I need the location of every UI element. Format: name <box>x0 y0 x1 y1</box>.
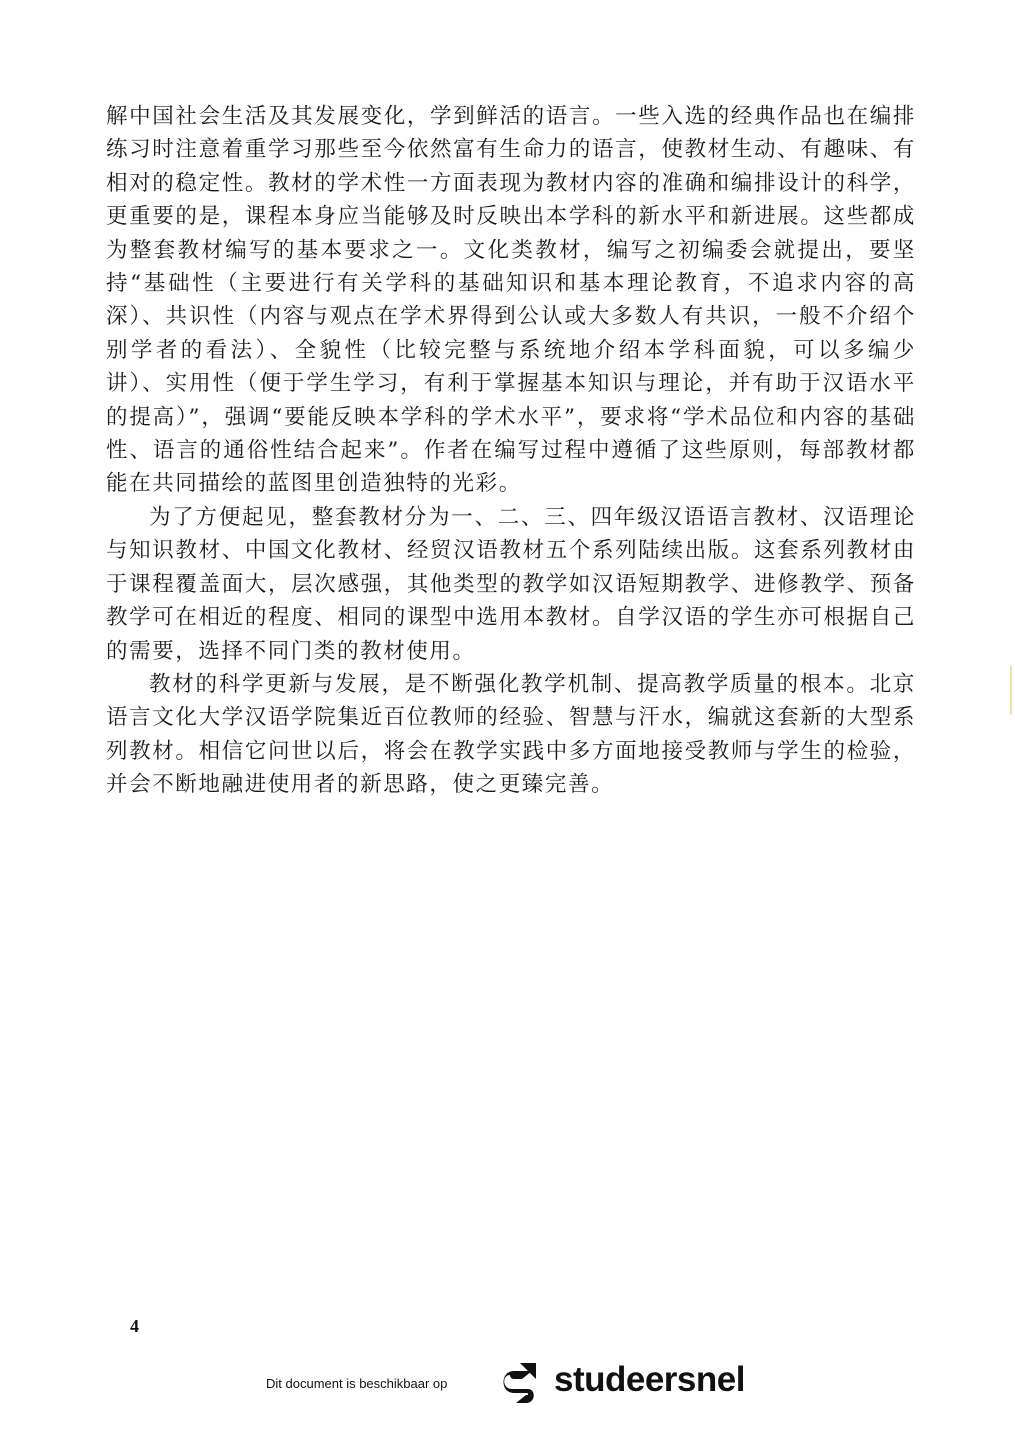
studeersnel-logo-icon <box>498 1359 548 1409</box>
paragraph-1: 解中国社会生活及其发展变化，学到鲜活的语言。一些入选的经典作品也在编排练习时注意着重学习那些至今依然富有生命力的语言，使教材生动、有趣味、有相对的稳定性。教材的学术性一方面表现为教材内容的准确和编排设计的科学，更重要的是，课程本身应当能够及时反映出本学科的新水平和新进展。这些都成为整套教材编写的基本要求之一。文化类教材，编写之初编委会就提出，要坚持“基础性（主要进行有关学科的基础知识和基本理论教育，不追求内容的高深）、共识性（内容与观点在学术界得到公认或大多数人有共识，一般不介绍个别学者的看法）、全貌性（比较完整与系统地介绍本学科面貌，可以多编少讲）、实用性（便于学生学习，有利于掌握基本知识与理论，并有助于汉语水平的提高）”，强调“要能反映本学科的学术水平”，要求将“学术品位和内容的基础性、语言的通俗性结合起来”。作者在编写过程中遵循了这些原则，每部教材都能在共同描绘的蓝图里创造独特的光彩。 <box>106 104 916 497</box>
body-text <box>106 100 916 802</box>
footer-availability-text: Dit document is beschikbaar op <box>266 1376 448 1391</box>
paragraph-3: 教材的科学更新与发展，是不断强化教学机制、提高教学质量的根本。北京语言文化大学汉语学院集近百位教师的经验、智慧与汗水，编就这套新的大型系列教材。相信它问世以后，将会在教学实践中多方面地接受教师与学生的检验，并会不断地融进使用者的新思路，使之更臻完善。 <box>106 671 916 798</box>
studeersnel-brand-name: studeersnel <box>554 1360 745 1399</box>
page-number: 4 <box>130 1316 139 1336</box>
footer-banner[interactable] <box>0 1355 1015 1415</box>
scan-artifact <box>1010 665 1012 715</box>
paragraph-2: 为了方便起见，整套教材分为一、二、三、四年级汉语语言教材、汉语理论与知识教材、中国文化教材、经贸汉语教材五个系列陆续出版。这套系列教材由于课程覆盖面大，层次感强，其他类型的教学如汉语短期教学、进修教学、预备教学可在相近的程度、相同的课型中选用本教材。自学汉语的学生亦可根据自己的需要，选择不同门类的教材使用。 <box>106 504 916 664</box>
